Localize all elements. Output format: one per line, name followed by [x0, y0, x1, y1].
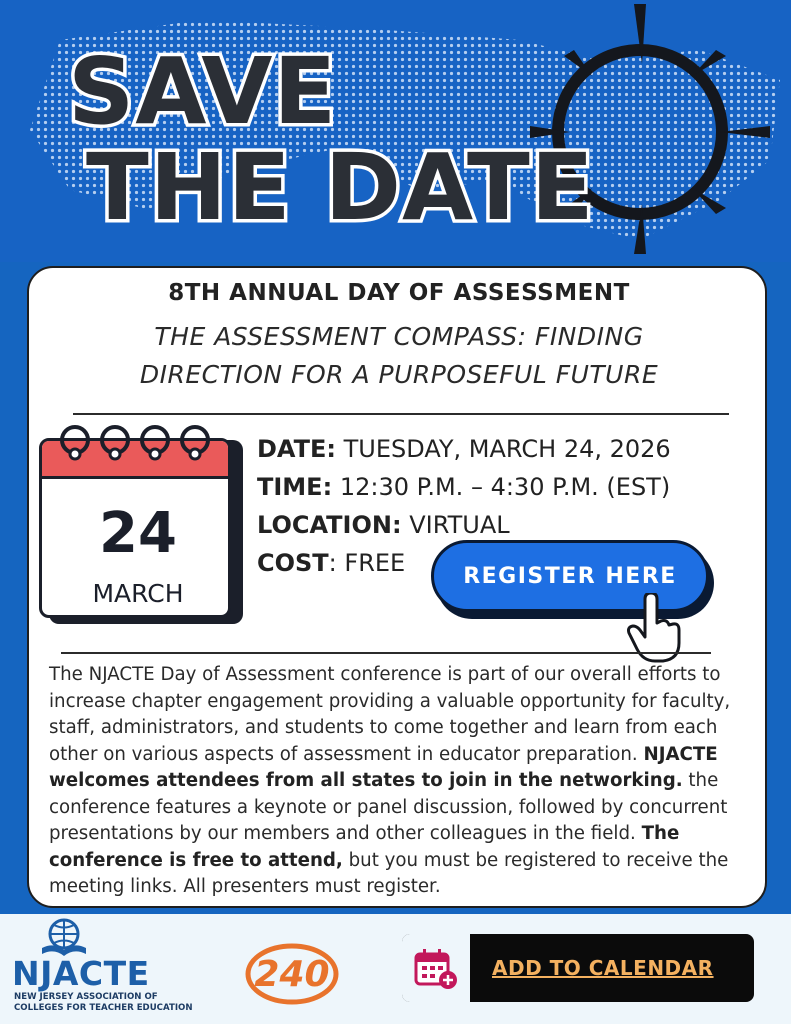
calendar-month: MARCH: [92, 579, 184, 608]
save-the-date-heading: [68, 38, 595, 241]
hero-banner: [0, 0, 791, 262]
add-calendar-icon-box: [402, 934, 470, 1002]
save-line: SAVE: [68, 38, 338, 145]
event-card: [27, 266, 767, 908]
subtitle-line-1: THE ASSESSMENT COMPASS: FINDING: [154, 322, 644, 351]
detail-date: DATE: TUESDAY, MARCH 24, 2026: [257, 435, 671, 463]
logo-wordmark: NJACTE: [12, 954, 150, 993]
the-date-line: THE DATE: [86, 134, 595, 241]
logo-subtitle: NEW JERSEY ASSOCIATION OF COLLEGES FOR TEACHER EDUCATION: [14, 992, 193, 1013]
register-button[interactable]: REGISTER HERE: [431, 540, 709, 612]
subtitle-line-2: DIRECTION FOR A PURPOSEFUL FUTURE: [139, 360, 659, 389]
globe-logo-icon: [38, 918, 90, 956]
event-title: 8TH ANNUAL DAY OF ASSESSMENT: [168, 280, 630, 306]
event-description: The NJACTE Day of Assessment conference is part of our overall efforts to increase chapter engagement providing a valuable opportunity for faculty, staff, administrators, and students to come together and learn from each other on various aspects of assessment in educator preparation. NJACTE welcomes attendees from all states to join in the networking. the conference features a keynote or panel discussion, followed by concurrent presentations by our members and other colleagues in the field. The conference is free to attend, but you must be registered to receive the meeting links. All presenters must register.: [49, 664, 731, 897]
badge-240: [242, 940, 342, 1008]
calendar-day: 24: [99, 501, 177, 566]
badge-number: 240: [254, 953, 330, 995]
event-subtitle: [29, 318, 769, 394]
calendar-add-icon: [414, 948, 458, 990]
divider-bottom: [61, 652, 711, 654]
detail-cost: COST: FREE: [257, 549, 406, 577]
divider-top: [73, 413, 729, 415]
detail-location: LOCATION: VIRTUAL: [257, 511, 510, 539]
calendar-rings-icon: [51, 420, 231, 470]
add-to-calendar-button[interactable]: [402, 934, 754, 1002]
njacte-logo: [12, 918, 202, 1018]
footer-bar: [0, 914, 791, 1024]
add-to-calendar-label[interactable]: ADD TO CALENDAR: [492, 956, 714, 980]
detail-time: TIME: 12:30 P.M. – 4:30 P.M. (EST): [257, 473, 671, 501]
calendar-icon: [39, 428, 245, 626]
